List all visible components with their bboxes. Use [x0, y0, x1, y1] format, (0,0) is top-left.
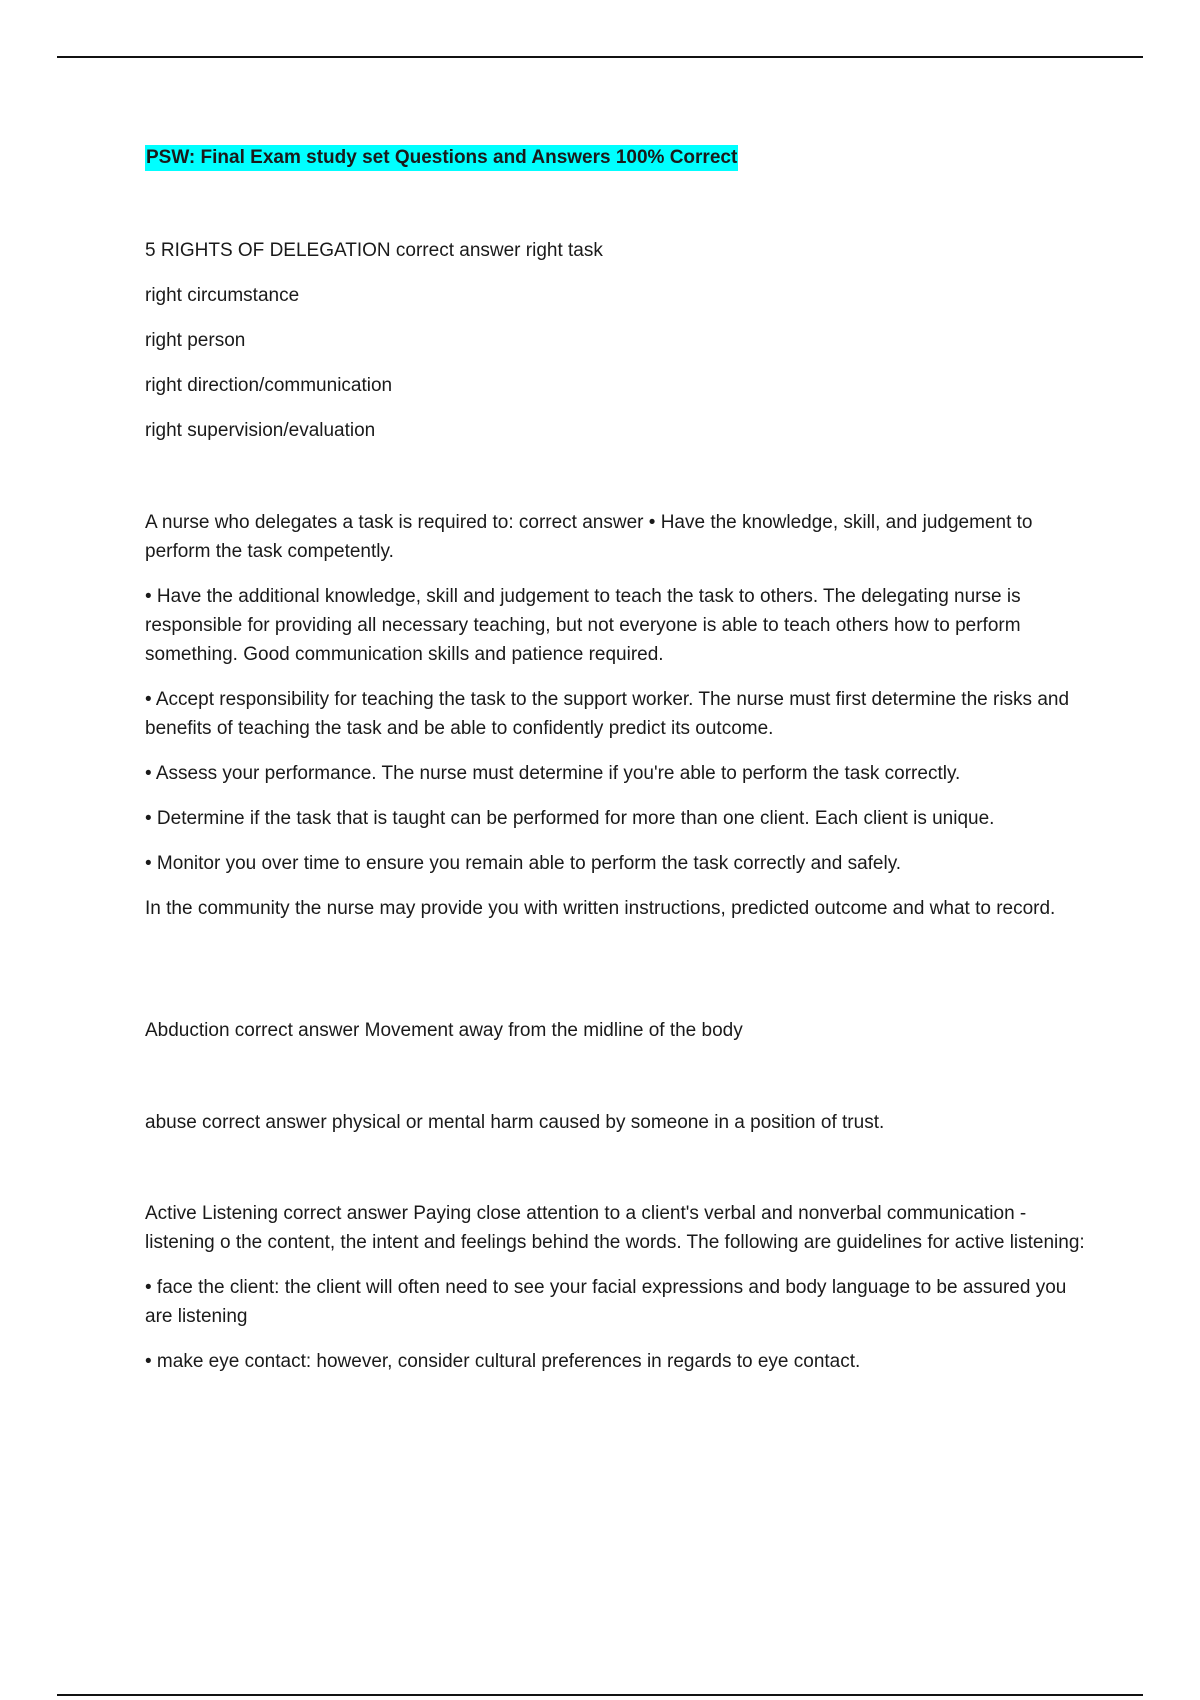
entry-abduction	[145, 1016, 1095, 1061]
entry-paragraph: • Assess your performance. The nurse must determine if you're able to perform the task correctly.	[145, 763, 961, 784]
entry-abuse	[145, 1108, 1095, 1153]
entry-paragraph: 5 RIGHTS OF DELEGATION correct answer right task	[145, 240, 603, 261]
document-header	[145, 145, 1095, 171]
entry-5-rights-of-delegation	[145, 236, 1095, 461]
entry-paragraph: • Accept responsibility for teaching the task to the support worker. The nurse must first determine the risks and benefits of teaching the task and be able to confidently predict its outcome.	[145, 689, 1070, 739]
entry-paragraph: • face the client: the client will often need to see your facial expressions and body language to be assured you are listening	[145, 1277, 1067, 1327]
entry-nurse-delegation	[145, 508, 1095, 939]
header-rule	[57, 56, 1143, 58]
entry-paragraph: • make eye contact: however, consider cultural preferences in regards to eye contact.	[145, 1351, 861, 1372]
entry-paragraph: • Monitor you over time to ensure you remain able to perform the task correctly and safely.	[145, 853, 902, 874]
entry-paragraph: right circumstance	[145, 285, 300, 306]
entry-paragraph: A nurse who delegates a task is required to: correct answer • Have the knowledge, skill, and judgement to perform the task competently.	[145, 512, 1033, 562]
entry-paragraph: right supervision/evaluation	[145, 420, 376, 441]
entry-paragraph: Active Listening correct answer Paying close attention to a client's verbal and nonverbal communication - listening o the content, the intent and feelings behind the words. The following are guidelines for active listening:	[145, 1203, 1085, 1253]
entry-paragraph: Abduction correct answer Movement away from the midline of the body	[145, 1020, 743, 1041]
entry-paragraph: right person	[145, 330, 246, 351]
entry-paragraph: abuse correct answer physical or mental harm caused by someone in a position of trust.	[145, 1112, 885, 1133]
entry-paragraph: • Determine if the task that is taught can be performed for more than one client. Each client is unique.	[145, 808, 995, 829]
entry-paragraph: In the community the nurse may provide you with written instructions, predicted outcome and what to record.	[145, 898, 1056, 919]
footer-rule	[57, 1694, 1143, 1696]
entry-active-listening	[145, 1199, 1095, 1392]
document-title: PSW: Final Exam study set Questions and Answers 100% Correct	[145, 145, 738, 171]
entry-paragraph: right direction/communication	[145, 375, 393, 396]
entry-paragraph: • Have the additional knowledge, skill and judgement to teach the task to others. The delegating nurse is responsible for providing all necessary teaching, but not everyone is able to teach others how to perform something. Good communication skills and patience required.	[145, 586, 1021, 665]
